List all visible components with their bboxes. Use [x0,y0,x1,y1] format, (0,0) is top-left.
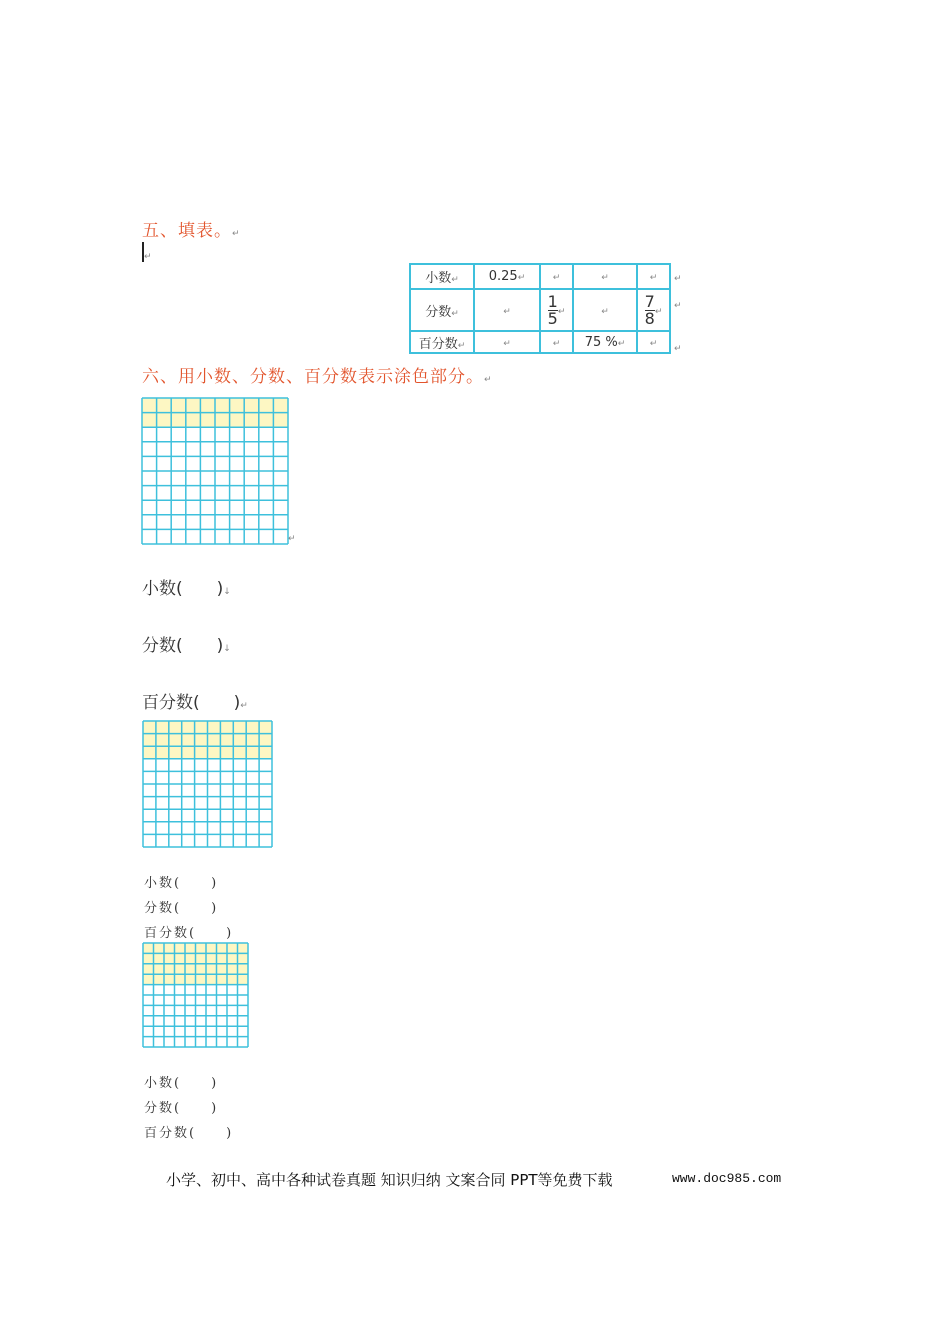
fraction-one-fifth: $\frac{1}{5}$ [547,291,558,328]
fraction-answer-2: 分数( ) [144,901,219,916]
table-cell[interactable]: 0.25↵ [474,264,540,289]
table-cell[interactable]: ↵ [573,264,637,289]
decimal-answer-1: 小数( )↓ [142,579,231,599]
table-row [410,264,670,289]
section6-title-text: 六、用小数、分数、百分数表示涂色部分。 [142,367,484,387]
table-row [410,331,670,353]
paragraph-mark-icon: ↵ [144,252,152,262]
table-row-header: 百分数↵ [410,331,474,353]
hundred-grid-2 [142,720,273,848]
row-end-mark-icon: ↵ [674,344,682,354]
table-cell-fraction[interactable]: $\frac{7}{8}$ ↵ [637,289,670,331]
fraction-answer-1: 分数( )↓ [142,636,231,656]
table-cell[interactable]: ↵ [474,331,540,353]
row-end-mark-icon: ↵ [674,301,682,311]
table-cell[interactable]: ↵ [540,264,573,289]
decimal-answer-2: 小数( ) [144,876,219,891]
decimal-answer-3: 小数( ) [144,1076,219,1091]
percent-answer-2: 百分数( ) [144,926,234,941]
paragraph-mark-icon: ↵ [484,375,493,385]
paragraph-mark-icon: ↵ [232,229,241,239]
table-cell[interactable]: ↵ [637,264,670,289]
fraction-answer-3: 分数( ) [144,1101,219,1116]
table-cell[interactable]: ↵ [540,331,573,353]
percent-answer-3: 百分数( ) [144,1126,234,1141]
table-row [410,289,670,331]
table-cell[interactable]: ↵ [573,289,637,331]
section6-title [142,362,493,387]
table-row-header: 小数↵ [410,264,474,289]
table-cell-fraction[interactable]: $\frac{1}{5}$ ↵ [540,289,573,331]
hundred-grid-3 [142,942,249,1048]
section5-title-text: 五、填表。 [142,221,232,241]
fraction-seven-eighths: $\frac{7}{8}$ [644,291,655,328]
paragraph-mark-icon: ↵ [288,534,296,544]
row-end-mark-icon: ↵ [674,274,682,284]
fill-table [409,263,671,354]
percent-answer-1: 百分数( )↵ [142,693,248,713]
hundred-grid-1 [141,397,289,545]
table-row-header: 分数↵ [410,289,474,331]
table-cell[interactable]: ↵ [474,289,540,331]
footer-url[interactable]: www.doc985.com [672,1171,782,1186]
table-cell[interactable]: 75 %↵ [573,331,637,353]
table-cell[interactable]: ↵ [637,331,670,353]
footer-text: 小学、初中、高中各种试卷真题 知识归纳 文案合同 PPT等免费下载 [166,1171,613,1189]
section5-title [142,216,241,241]
